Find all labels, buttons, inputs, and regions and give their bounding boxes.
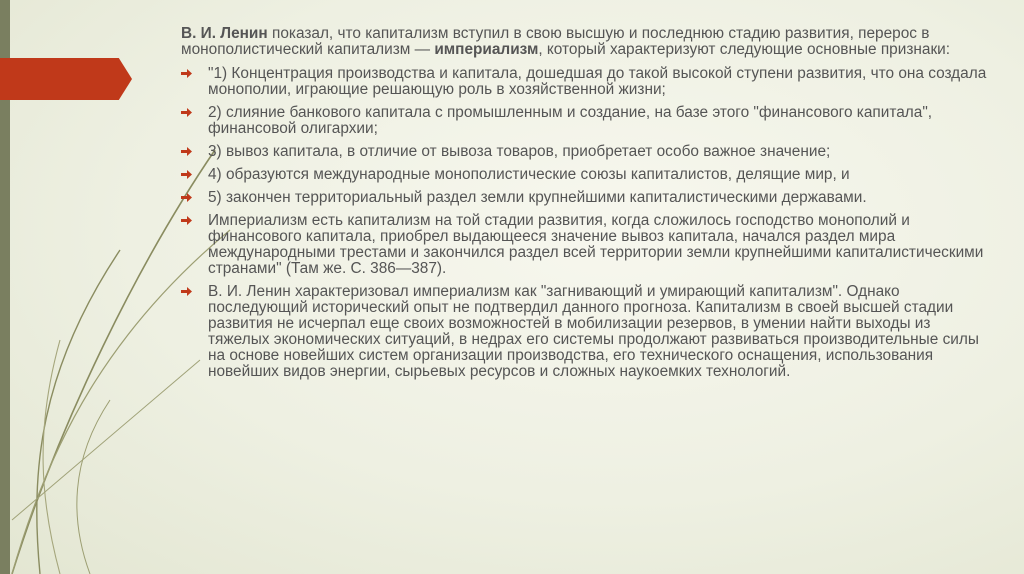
bullet-text: 4) образуются международные монополистические союзы капиталистов, делящие мир, и <box>208 166 850 183</box>
intro-text-2: , который характеризуют следующие основные признаки: <box>538 41 951 58</box>
bullet-text: В. И. Ленин характеризовал империализм как "загнивающий и умирающий капитализм". Однако последующий исторический опыт не подтвердил данного прогноза. Капитализм в своей высшей стадии развития не исчерпал еще своих возможностей в мобилизации резервов, в умении найти выходы из тяжелых экономических ситуаций, в недрах его системы продолжают развиваться производительные силы на основе новейших систем организации производства, его технического оснащения, использования новейших видов энергии, сырьевых ресурсов и сложных наукоемких технологий. <box>208 283 979 380</box>
arrow-right-icon <box>181 147 192 156</box>
bullet-list <box>181 66 993 380</box>
intro-text-1: показал, что капитализм вступил в свою высшую и последнюю стадию развития, перерос в монополистический капитализм — <box>181 25 930 58</box>
arrow-right-icon <box>181 108 192 117</box>
bullet-text: 5) закончен территориальный раздел земли крупнейшими капиталистическими державами. <box>208 189 867 206</box>
arrow-right-icon <box>181 69 192 78</box>
intro-term: империализм <box>434 41 539 58</box>
bullet-item <box>181 105 993 137</box>
red-arrow-banner <box>0 58 132 100</box>
bullet-text: "1) Концентрация производства и капитала, дошедшая до такой высокой ступени развития, что она создала монополии, играющие решающую роль в хозяйственной жизни; <box>208 65 987 98</box>
bullet-text: 2) слияние банкового капитала с промышленным и создание, на базе этого "финансового капитала", финансовой олигархии; <box>208 104 933 137</box>
arrow-right-icon <box>181 193 192 202</box>
slide-content <box>181 26 993 387</box>
bullet-item <box>181 144 993 160</box>
bullet-item <box>181 213 993 277</box>
arrow-right-icon <box>181 170 192 179</box>
arrow-right-icon <box>181 216 192 225</box>
intro-paragraph <box>181 26 993 58</box>
arrow-right-icon <box>181 287 192 296</box>
bullet-text: Империализм есть капитализм на той стадии развития, когда сложилось господство монополий и финансового капитала, приобрел выдающееся значение вывоз капитала, начался раздел мира международными трестами и закончился раздел всей территории земли крупнейшими капиталистическими странами" (Там же. С. 386—387). <box>208 212 984 277</box>
bullet-item <box>181 284 993 380</box>
bullet-item <box>181 66 993 98</box>
bullet-text: 3) вывоз капитала, в отличие от вывоза товаров, приобретает особо важное значение; <box>208 143 831 160</box>
bullet-item <box>181 190 993 206</box>
intro-author: В. И. Ленин <box>181 25 268 42</box>
bullet-item <box>181 167 993 183</box>
